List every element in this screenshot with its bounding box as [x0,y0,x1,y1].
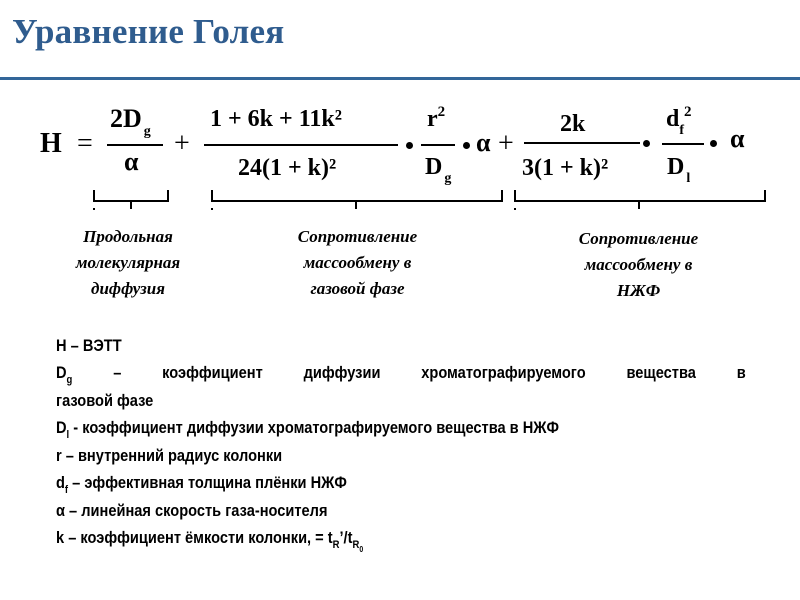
variable-legend [56,333,746,554]
multiply-dot [406,142,413,149]
term1-numerator: 2D $_g$ [110,104,151,139]
eq-equals: = [77,128,93,159]
caption-gas-phase-resistance: Сопротивление массообмену в газовой фазе [297,227,418,298]
title-divider [0,77,800,80]
term3-df2-fraction-bar [662,143,704,145]
term3-alpha: α [730,124,745,153]
term1-denominator: α [124,147,139,176]
caption-longitudinal-diffusion: Продольная молекулярная диффузия [75,227,181,298]
term2-r2-fraction-bar [421,144,455,146]
slide-title: Уравнение Голея [12,12,285,51]
term3-df2-numerator: $d_f^2$ [666,104,692,138]
term2-denominator: 24(1 + k)² [238,155,337,181]
term3-denominator: 3(1 + k)² [522,155,609,181]
term2-fraction-bar [204,144,398,146]
legend-dg-cont: газовой фазе [56,391,154,410]
eq-lhs: H [40,128,62,159]
term2-r2-denominator: D $_g$ [425,154,452,186]
eq-plus-1: + [174,128,190,159]
multiply-dot [710,140,717,147]
multiply-dot [463,142,470,149]
term3-fraction-bar [524,142,640,144]
legend-h: H – ВЭТТ [56,336,122,355]
legend-dg: $D_g$ – коэффициент диффузии хроматографируемого вещества в [56,362,746,386]
eq-plus-2: + [498,128,514,159]
term3-df2-denominator: D $_l$ [667,154,691,186]
legend-k: k – коэффициент ёмкости колонки, = $t_R’/t_{R0}$ [56,527,364,554]
term2-numerator: 1 + 6k + 11k² [210,106,342,132]
legend-r: r – внутренний радиус колонки [56,446,283,465]
caption-liquid-phase-resistance: Сопротивление массообмену в НЖФ [578,229,699,300]
term2-r2-numerator: $r^2$ [427,104,446,132]
legend-alpha: α – линейная скорость газа-носителя [56,501,328,520]
term1-fraction-bar [107,144,163,146]
term3-numerator: 2k [560,111,586,137]
term2-alpha: α [476,128,491,157]
legend-dl: $D_l$ - коэффициент диффузии хроматографируемого вещества в НЖФ [56,417,559,441]
legend-df: $d_f$ – эффективная толщина плёнки НЖФ [56,472,347,496]
multiply-dot [643,140,650,147]
